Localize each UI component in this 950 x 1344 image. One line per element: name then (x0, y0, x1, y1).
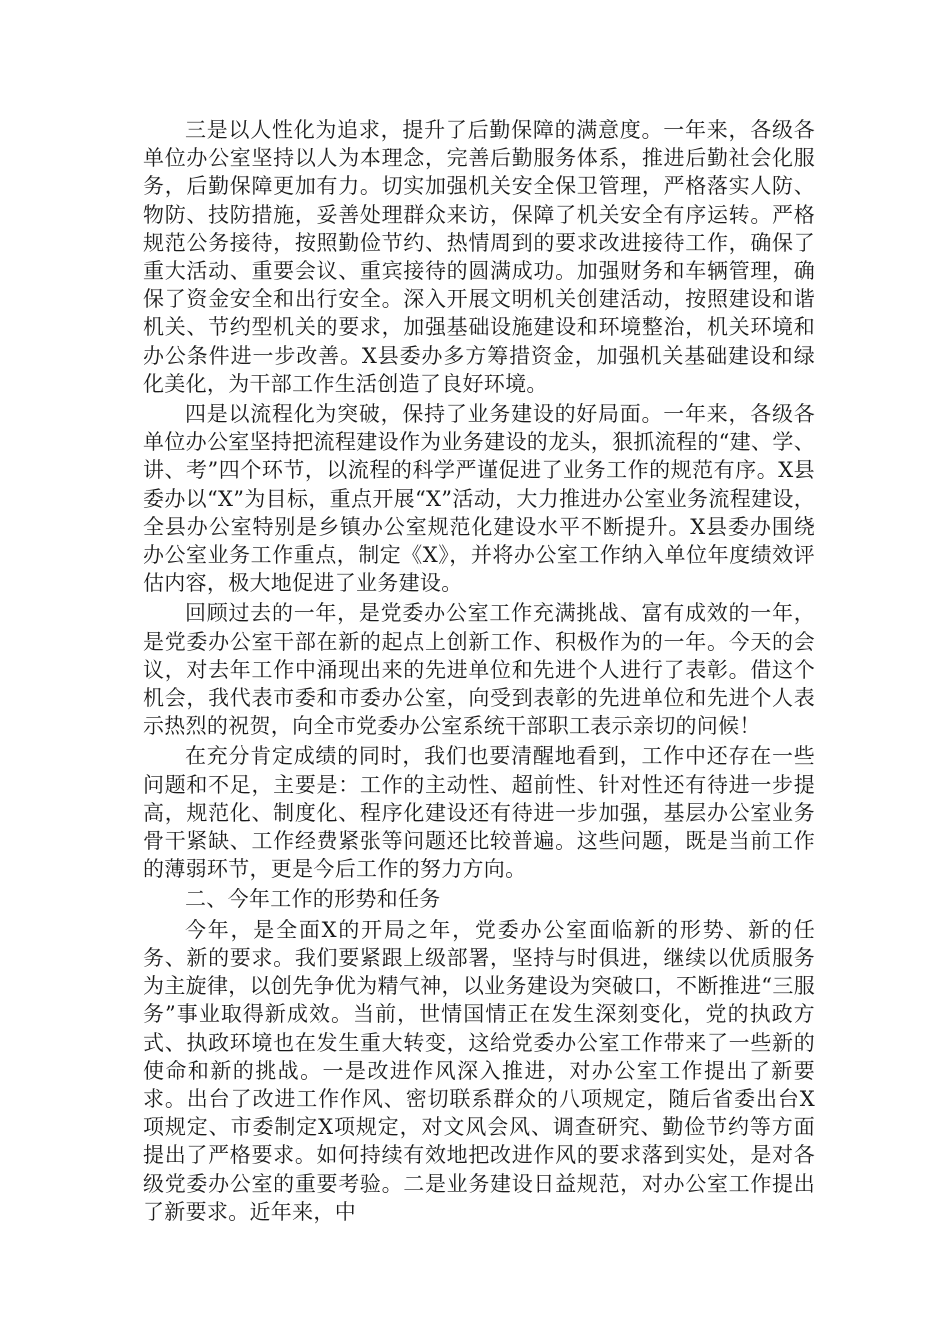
paragraph-problems: 在充分肯定成绩的同时，我们也要清醒地看到，工作中还存在一些问题和不足，主要是：工作的主动性、超前性、针对性还有待进一步提高，规范化、制度化、程序化建设还有待进一步加强，基层办公室业务骨干紧缺、工作经费紧张等问题还比较普遍。这些问题，既是当前工作的薄弱环节，更是今后工作的努力方向。 (143, 744, 815, 882)
paragraph-review: 回顾过去的一年，是党委办公室工作充满挑战、富有成效的一年，是党委办公室干部在新的起点上创新工作、积极作为的一年。今天的会议，对去年工作中涌现出来的先进单位和先进个人进行了表彰。借这个机会，我代表市委和市委办公室，向受到表彰的先进单位和先进个人表示热烈的祝贺，向全市党委办公室系统干部职工表示亲切的问候！ (143, 601, 815, 739)
paragraph-logistics: 三是以人性化为追求，提升了后勤保障的满意度。一年来，各级各单位办公室坚持以人为本理念，完善后勤服务体系，推进后勤社会化服务，后勤保障更加有力。切实加强机关安全保卫管理，严格落实人防、物防、技防措施，妥善处理群众来访，保障了机关安全有序运转。严格规范公务接待，按照勤俭节约、热情周到的要求改进接待工作，确保了重大活动、重要会议、重宾接待的圆满成功。加强财务和车辆管理，确保了资金安全和出行安全。深入开展文明机关创建活动，按照建设和谐机关、节约型机关的要求，加强基础设施建设和环境整治，机关环境和办公条件进一步改善。X县委办多方筹措资金，加强机关基础建设和绿化美化，为干部工作生活创造了良好环境。 (143, 118, 815, 396)
paragraph-process: 四是以流程化为突破，保持了业务建设的好局面。一年来，各级各单位办公室坚持把流程建设作为业务建设的龙头，狠抓流程的“建、学、讲、考”四个环节，以流程的科学严谨促进了业务工作的规范有序。X县委办以“X”为目标，重点开展“X”活动，大力推进办公室业务流程建设，全县办公室特别是乡镇办公室规范化建设水平不断提升。X县委办围绕办公室业务工作重点，制定《X》，并将办公室工作纳入单位年度绩效评估内容，极大地促进了业务建设。 (143, 402, 815, 596)
document-body (143, 116, 815, 1228)
section-heading: 二、今年工作的形势和任务 (185, 887, 441, 912)
paragraph-situation: 今年，是全面X的开局之年，党委办公室面临新的形势、新的任务、新的要求。我们要紧跟上级部署，坚持与时俱进，继续以优质服务为主旋律，以创先争优为精气神，以业务建设为突破口，不断推进“三服务”事业取得新成效。当前，世情国情正在发生深刻变化，党的执政方式、执政环境也在发生重大转变，这给党委办公室工作带来了一些新的使命和新的挑战。一是改进作风深入推进，对办公室工作提出了新要求。出台了改进工作作风、密切联系群众的八项规定，随后省委出台X项规定、市委制定X项规定，对文风会风、调查研究、勤俭节约等方面提出了严格要求。如何持续有效地把改进作风的要求落到实处，是对各级党委办公室的重要考验。二是业务建设日益规范，对办公室工作提出了新要求。近年来，中 (143, 917, 815, 1224)
